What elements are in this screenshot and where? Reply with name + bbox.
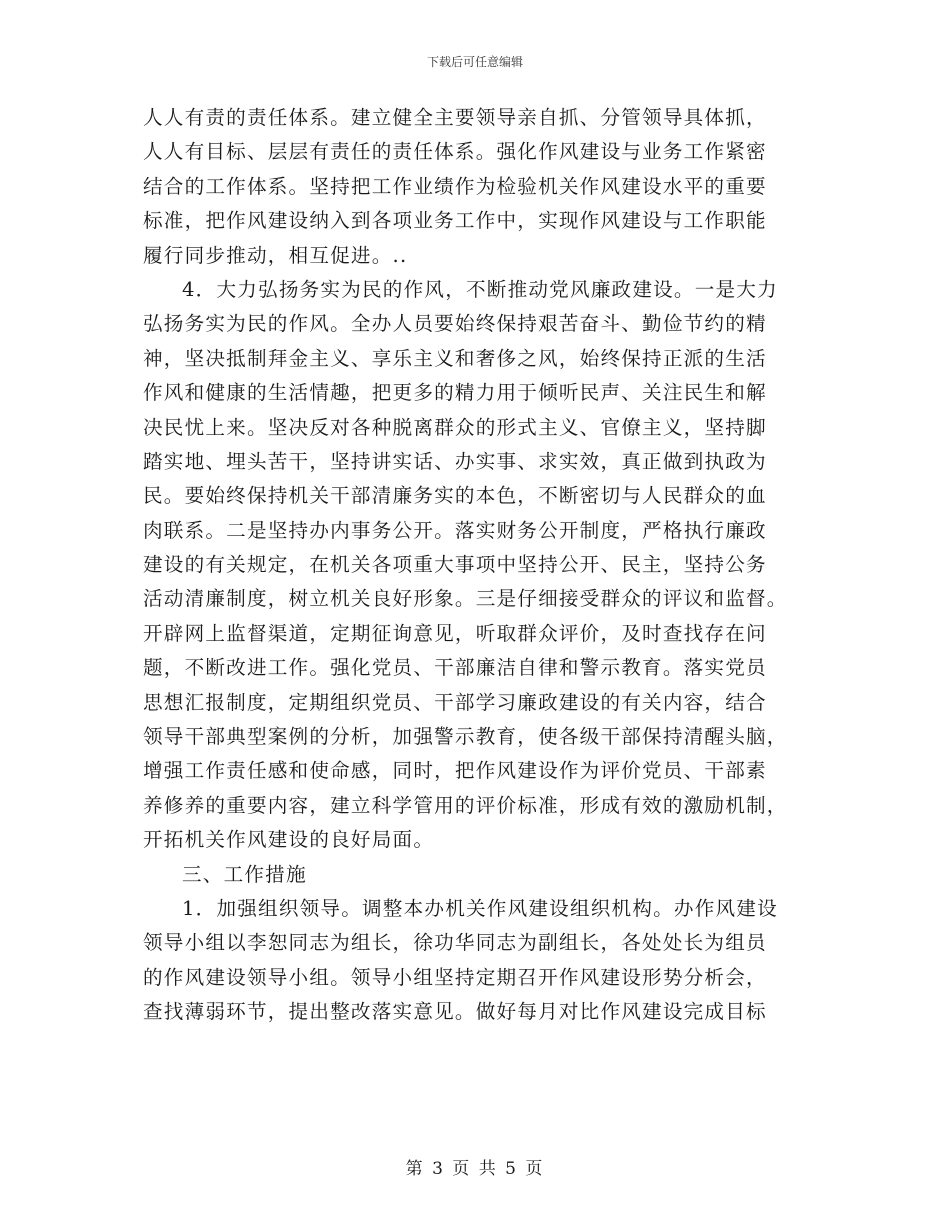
text-line: 结合的工作体系。坚持把工作业绩作为检验机关作风建设水平的重要	[143, 174, 767, 198]
text-line: 人人有目标、层层有责任的责任体系。强化作风建设与业务工作紧密	[143, 140, 767, 164]
text-line: 民。要始终保持机关干部清廉务实的本色，不断密切与人民群众的血	[143, 484, 767, 508]
text-line: 标准，把作风建设纳入到各项业务工作中，实现作风建设与工作职能	[143, 209, 767, 233]
text-line: 踏实地、埋头苦干，坚持讲实话、办实事、求实效，真正做到执政为	[143, 449, 767, 473]
text-line: 题，不断改进工作。强化党员、干部廉洁自律和警示教育。落实党员	[143, 656, 767, 680]
text-line: 活动清廉制度，树立机关良好形象。三是仔细接受群众的评议和监督。	[143, 587, 788, 611]
text-line: 开拓机关作风建设的良好局面。	[143, 828, 435, 852]
text-line: 履行同步推动，相互促进。..	[143, 243, 408, 267]
text-line: 三、工作措施	[182, 862, 307, 886]
text-line: 人人有责的责任体系。建立健全主要领导亲自抓、分管领导具体抓，	[143, 106, 767, 129]
text-line: 的作风建设领导小组。领导小组坚持定期召开作风建设形势分析会，	[143, 965, 767, 989]
text-line: 思想汇报制度，定期组织党员、干部学习廉政建设的有关内容，结合	[143, 690, 767, 714]
text-line: 领导干部典型案例的分析，加强警示教育，使各级干部保持清醒头脑，	[143, 725, 788, 749]
text-line: 决民忧上来。坚决反对各种脱离群众的形式主义、官僚主义，坚持脚	[143, 415, 767, 439]
text-line: 肉联系。二是坚持办内事务公开。落实财务公开制度，严格执行廉政	[143, 518, 767, 542]
text-line: 养修养的重要内容，建立科学管用的评价标准，形成有效的激励机制，	[143, 793, 788, 817]
text-line: 4．大力弘扬务实为民的作风，不断推动党风廉政建设。一是大力	[182, 277, 778, 301]
text-line: 1．加强组织领导。调整本办机关作风建设组织机构。办作风建设	[182, 896, 778, 920]
text-line: 增强工作责任感和使命感，同时，把作风建设作为评价党员、干部素	[143, 759, 767, 783]
text-line: 查找薄弱环节，提出整改落实意见。做好每月对比作风建设完成目标	[143, 1000, 767, 1024]
text-line: 神，坚决抵制拜金主义、享乐主义和奢侈之风，始终保持正派的生活	[143, 346, 767, 370]
document-body	[143, 101, 813, 1030]
text-line: 弘扬务实为民的作风。全办人员要始终保持艰苦奋斗、勤俭节约的精	[143, 312, 767, 336]
text-line: 作风和健康的生活情趣，把更多的精力用于倾听民声、关注民生和解	[143, 381, 767, 405]
page-header: 下载后可任意编辑	[426, 55, 523, 69]
text-line: 开辟网上监督渠道，定期征询意见，听取群众评价，及时查找存在问	[143, 621, 767, 645]
text-line: 领导小组以李恕同志为组长，徐功华同志为副组长，各处处长为组员	[143, 931, 767, 955]
text-line: 建设的有关规定，在机关各项重大事项中坚持公开、民主，坚持公务	[143, 553, 767, 577]
page-footer: 第 3 页 共 5 页	[405, 1159, 545, 1179]
